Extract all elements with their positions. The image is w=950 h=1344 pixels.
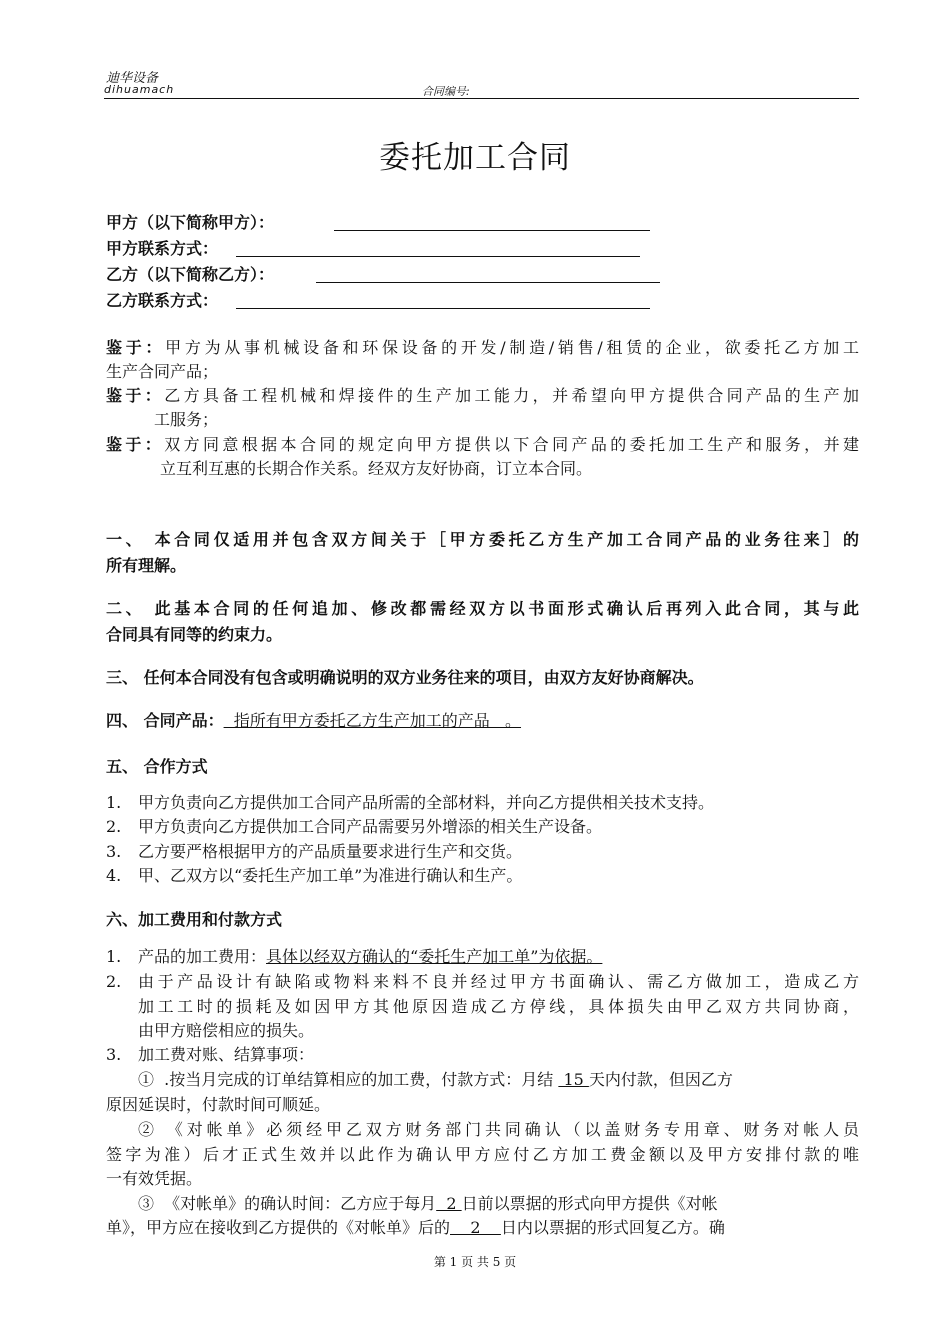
coop-4-text: 甲、乙双方以“委托生产加工单”为准进行确认和生产。 <box>138 866 523 885</box>
whereas-3-label: 鉴于： <box>106 435 165 454</box>
header-contract-no: 合同编号: <box>422 85 470 98</box>
clause-3-day1: 2 <box>436 1194 462 1213</box>
fee-3-clause-2: ② 《对帐单》必须经甲乙双方财务部门共同确认（以盖财务专用章、财务对帐人员 <box>138 1120 859 1139</box>
header-company: 迪华设备 <box>106 71 159 86</box>
section-2-cont: 合同具有同等的约束力。 <box>106 625 283 644</box>
fee-2-num: 2. <box>106 972 122 991</box>
coop-2-num: 2. <box>106 817 122 836</box>
fee-3-clause-3 <box>138 1192 718 1216</box>
section-1: 一、 本合同仅适用并包含双方间关于［甲方委托乙方生产加工合同产品的业务往来］的 <box>106 530 859 549</box>
party-a-blank <box>334 230 650 231</box>
section-3: 三、 任何本合同没有包含或明确说明的双方业务往来的项目，由双方友好协商解决。 <box>106 668 704 687</box>
coop-2-text: 甲方负责向乙方提供加工合同产品需要另外增添的相关生产设备。 <box>138 817 603 836</box>
whereas-2 <box>106 384 859 408</box>
party-b-label: 乙方（以下简称乙方）： <box>106 265 275 284</box>
clause-3-day2: 2 <box>450 1218 501 1237</box>
fee-3-clause-3-line2 <box>106 1216 725 1240</box>
header-rule <box>104 98 859 99</box>
fee-3-clause-2-line2: 签字为准）后才正式生效并以此作为确认甲方应付乙方加工费金额以及甲方安排付款的唯 <box>106 1145 859 1164</box>
fee-1 <box>138 945 602 969</box>
coop-1-text: 甲方负责向乙方提供加工合同产品所需的全部材料，并向乙方提供相关技术支持。 <box>138 793 715 812</box>
whereas-1-cont: 生产合同产品； <box>106 362 219 381</box>
section-4-label: 四、 合同产品： <box>106 711 224 730</box>
whereas-1-label: 鉴于： <box>106 338 166 357</box>
clause-3-text-a: ③ 《对帐单》的确认时间：乙方应于每月 <box>138 1194 437 1213</box>
fee-3-clause-1 <box>138 1068 733 1092</box>
section-1-cont: 所有理解。 <box>106 556 187 575</box>
clause-3-text-c: 单》，甲方应在接收到乙方提供的《对帐单》后的 <box>106 1218 451 1237</box>
clause-1-text-a: ① .按当月完成的订单结算相应的加工费，付款方式：月结 <box>138 1070 559 1089</box>
coop-3-num: 3. <box>106 842 122 861</box>
party-b-contact-blank <box>236 308 650 309</box>
page-footer: 第 1 页 共 5 页 <box>433 1255 517 1269</box>
document-title: 委托加工合同 <box>379 140 571 176</box>
clause-1-text-b: 天内付款，但因乙方 <box>588 1070 733 1089</box>
clause-1-days: 15 <box>558 1070 589 1089</box>
party-a-label: 甲方（以下简称甲方）： <box>106 213 275 232</box>
fee-2-line3: 由甲方赔偿相应的损失。 <box>138 1021 315 1040</box>
party-b-blank <box>316 282 660 283</box>
party-a-contact-blank <box>236 256 640 257</box>
coop-3-text: 乙方要严格根据甲方的产品质量要求进行生产和交货。 <box>138 842 523 861</box>
whereas-1 <box>106 336 859 360</box>
section-6: 六、加工费用和付款方式 <box>106 910 283 929</box>
fee-2-line2: 加工工时的损耗及如因甲方其他原因造成乙方停线，具体损失由甲乙双方共同协商， <box>138 997 859 1016</box>
fee-1-prefix: 产品的加工费用： <box>138 947 267 966</box>
section-4-value: 指所有甲方委托乙方生产加工的产品 。 <box>223 711 522 730</box>
fee-2-line1: 由于产品设计有缺陷或物料来料不良并经过甲方书面确认、需乙方做加工，造成乙方 <box>138 972 859 991</box>
fee-1-num: 1. <box>106 947 122 966</box>
section-4 <box>106 708 859 734</box>
whereas-3 <box>106 433 859 457</box>
coop-4-num: 4. <box>106 866 122 885</box>
coop-1-num: 1. <box>106 793 122 812</box>
fee-1-basis: 具体以经双方确认的“委托生产加工单”为依据。 <box>266 947 603 966</box>
whereas-2-label: 鉴于： <box>106 386 165 405</box>
whereas-2-text: 乙方具备工程机械和焊接件的生产加工能力，并希望向甲方提供合同产品的生产加 <box>164 386 859 405</box>
whereas-1-text: 甲方为从事机械设备和环保设备的开发/制造/销售/租赁的企业，欲委托乙方加工 <box>165 338 859 357</box>
header-company-en: dihuamach <box>104 83 175 96</box>
fee-3-clause-1-cont: 原因延误时，付款时间可顺延。 <box>106 1095 331 1114</box>
party-b-contact-label: 乙方联系方式： <box>106 291 219 310</box>
whereas-2-cont: 工服务； <box>154 410 219 429</box>
fee-3-clause-2-line3: 一有效凭据。 <box>106 1169 203 1188</box>
clause-3-text-d: 日内以票据的形式回复乙方。确 <box>500 1218 725 1237</box>
whereas-3-cont: 立互利互惠的长期合作关系。经双方友好协商，订立本合同。 <box>160 459 593 478</box>
fee-3-text: 加工费对账、结算事项： <box>138 1045 315 1064</box>
clause-3-text-b: 日前以票据的形式向甲方提供《对帐 <box>461 1194 718 1213</box>
whereas-3-text: 双方同意根据本合同的规定向甲方提供以下合同产品的委托加工生产和服务，并建 <box>164 435 859 454</box>
section-5: 五、 合作方式 <box>106 757 208 776</box>
party-a-contact-label: 甲方联系方式： <box>106 239 219 258</box>
fee-3-num: 3. <box>106 1045 122 1064</box>
section-2: 二、 此基本合同的任何追加、修改都需经双方以书面形式确认后再列入此合同，其与此 <box>106 599 859 618</box>
